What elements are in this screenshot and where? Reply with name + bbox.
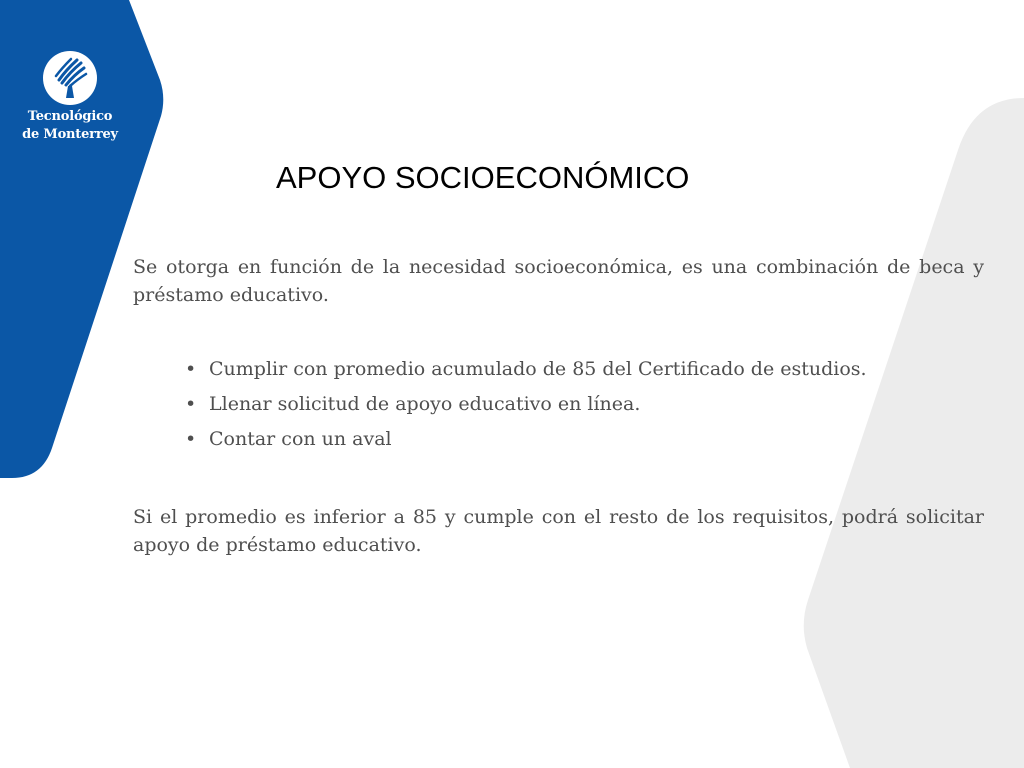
note-paragraph: Si el promedio es inferior a 85 y cumple con el resto de los requisitos, podrá solicitar apoyo de préstamo educativo. xyxy=(133,506,984,556)
bullet-icon: • xyxy=(185,358,197,380)
slide-title: APOYO SOCIOECONÓMICO xyxy=(276,160,690,195)
logo-text-line2: de Monterrey xyxy=(22,127,118,142)
logo-text-line1: Tecnológico xyxy=(27,109,113,124)
intro-paragraph: Se otorga en función de la necesidad socioeconómica, es una combinación de beca y préstamo educativo. xyxy=(133,256,984,306)
bullet-icon: • xyxy=(185,393,197,415)
torch-emblem-icon xyxy=(42,50,98,106)
list-item-text: Llenar solicitud de apoyo educativo en línea. xyxy=(209,393,641,415)
list-item xyxy=(185,355,867,390)
requirements-list xyxy=(185,355,867,460)
institution-logo xyxy=(14,50,126,142)
list-item xyxy=(185,425,867,460)
list-item xyxy=(185,390,867,425)
list-item-text: Contar con un aval xyxy=(209,428,392,450)
bullet-icon: • xyxy=(185,428,197,450)
list-item-text: Cumplir con promedio acumulado de 85 del Certificado de estudios. xyxy=(209,358,867,380)
